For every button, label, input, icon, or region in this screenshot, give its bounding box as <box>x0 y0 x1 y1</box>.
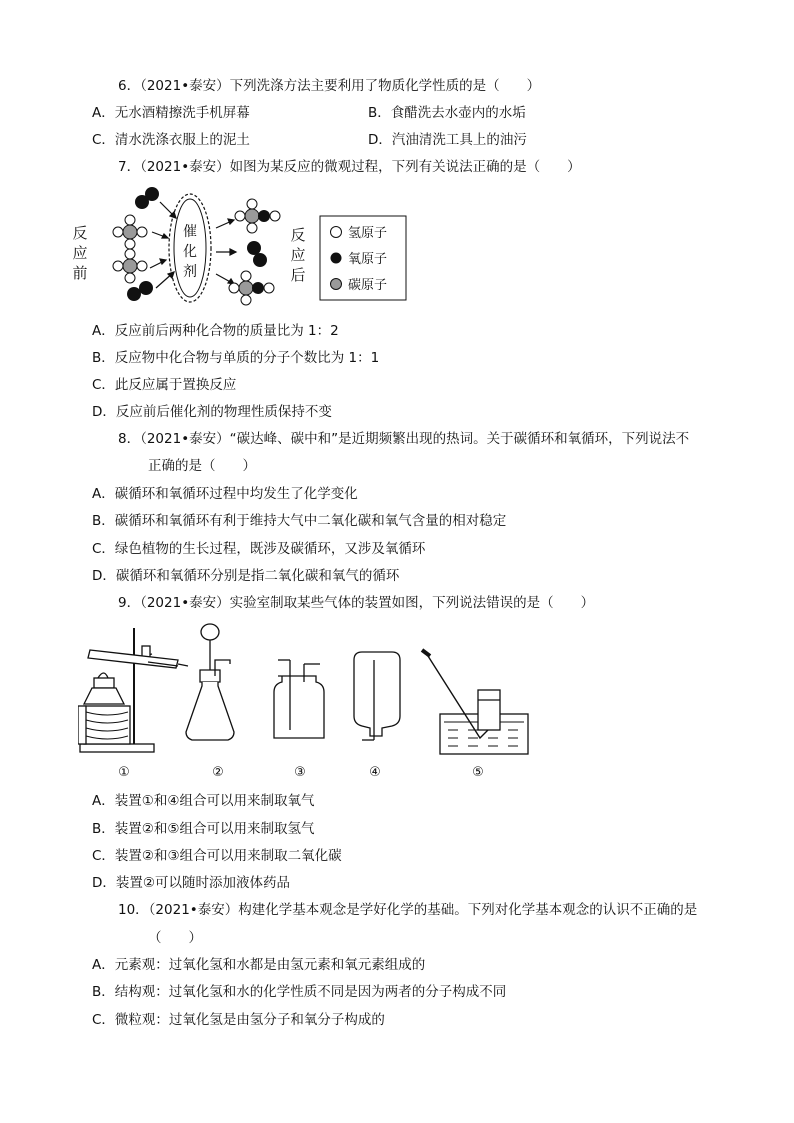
apparatus-label-4: ④ <box>369 765 381 780</box>
q7-option-d: D．反应前后催化剂的物理性质保持不变 <box>92 404 332 420</box>
q6-option-c: C．清水洗涤衣服上的泥土 <box>92 132 250 148</box>
q10-stem-line2: （ ） <box>148 930 202 946</box>
q6-option-b: B．食醋洗去水壶内的水垢 <box>368 105 526 121</box>
apparatus-label-1: ① <box>118 765 130 780</box>
apparatus-3 <box>274 660 324 738</box>
q8-stem-line2: 正确的是（ ） <box>148 458 256 474</box>
q9-apparatus-figure <box>78 620 538 785</box>
svg-text:后: 后 <box>290 266 306 284</box>
svg-text:应: 应 <box>72 244 88 262</box>
apparatus-label-2: ② <box>212 765 224 780</box>
q8-option-c: C．绿色植物的生长过程，既涉及碳循环，又涉及氧循环 <box>92 541 426 557</box>
q7-option-b: B．反应物中化合物与单质的分子个数比为 1：1 <box>92 350 380 366</box>
q6-stem: 6．（2021•泰安）下列洗涤方法主要利用了物质化学性质的是（ ） <box>118 78 541 94</box>
q8-option-d: D．碳循环和氧循环分别是指二氧化碳和氧气的循环 <box>92 568 400 584</box>
q10-option-c: C．微粒观：过氧化氢是由氢分子和氧分子构成的 <box>92 1012 385 1028</box>
svg-text:前: 前 <box>72 264 88 282</box>
apparatus-1 <box>78 628 188 752</box>
apparatus-5 <box>422 650 528 754</box>
legend-hydrogen: 氢原子 <box>348 226 388 241</box>
apparatus-label-3: ③ <box>294 765 306 780</box>
svg-text:化: 化 <box>183 244 197 260</box>
after-label: 反 <box>290 226 306 244</box>
q9-option-d: D．装置②可以随时添加液体药品 <box>92 875 290 891</box>
q9-option-b: B．装置②和⑤组合可以用来制取氢气 <box>92 821 315 837</box>
q10-stem-line1: 10．（2021•泰安）构建化学基本观念是学好化学的基础。下列对化学基本观念的认识不正确的是 <box>118 902 698 918</box>
apparatus-label-5: ⑤ <box>472 765 484 780</box>
q8-option-b: B．碳循环和氧循环有利于维持大气中二氧化碳和氧气含量的相对稳定 <box>92 513 507 529</box>
q10-option-a: A．元素观：过氧化氢和水都是由氢元素和氧元素组成的 <box>92 957 426 973</box>
catalyst-label: 催 <box>183 224 197 240</box>
svg-text:剂: 剂 <box>183 264 197 280</box>
legend-carbon: 碳原子 <box>348 278 388 293</box>
q7-stem: 7．（2021•泰安）如图为某反应的微观过程，下列有关说法正确的是（ ） <box>118 159 581 175</box>
q7-option-a: A．反应前后两种化合物的质量比为 1：2 <box>92 323 339 339</box>
q9-option-a: A．装置①和④组合可以用来制取氧气 <box>92 793 315 809</box>
q10-option-b: B．结构观：过氧化氢和水的化学性质不同是因为两者的分子构成不同 <box>92 984 507 1000</box>
q6-option-d: D．汽油清洗工具上的油污 <box>368 132 527 148</box>
q8-option-a: A．碳循环和氧循环过程中均发生了化学变化 <box>92 486 358 502</box>
q9-option-c: C．装置②和③组合可以用来制取二氧化碳 <box>92 848 342 864</box>
apparatus-4 <box>354 652 400 740</box>
legend-oxygen: 氧原子 <box>348 252 388 267</box>
q7-reaction-figure <box>70 180 420 310</box>
q9-stem: 9．（2021•泰安）实验室制取某些气体的装置如图，下列说法错误的是（ ） <box>118 595 595 611</box>
q8-stem-line1: 8．（2021•泰安）“碳达峰、碳中和”是近期频繁出现的热词。关于碳循环和氧循环，下列说法不 <box>118 431 690 447</box>
q6-option-a: A．无水酒精擦洗手机屏幕 <box>92 105 250 121</box>
apparatus-2 <box>186 624 234 740</box>
svg-text:应: 应 <box>290 246 306 264</box>
q7-option-c: C．此反应属于置换反应 <box>92 377 237 393</box>
before-label: 反 <box>72 224 88 242</box>
